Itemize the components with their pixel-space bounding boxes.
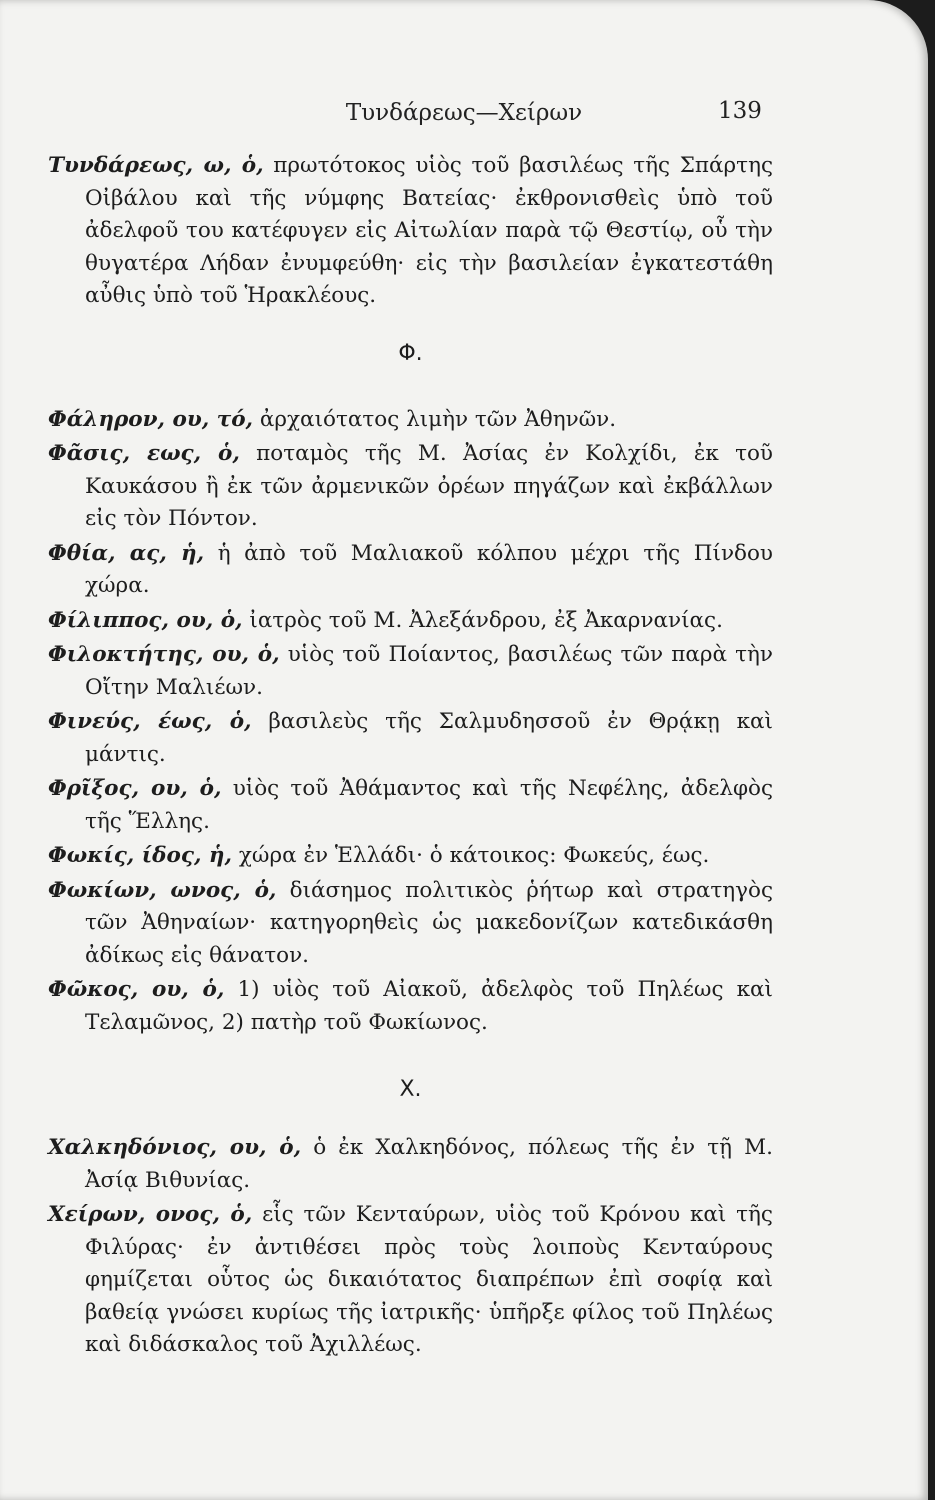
dictionary-body [48,150,773,1364]
entry-text: ὁ ἐκ Χαλκηδόνος, πόλεως τῆς ἐν τῇ Μ. Ἀσίᾳ Βιθυνίας. [85,1135,773,1193]
entry-headword: Φᾶσις, εως, ὁ, [48,441,240,466]
entry-headword: Φιλοκτήτης, ου, ὁ, [48,642,280,667]
dictionary-entry [48,538,773,603]
entry-text: ἀρχαιότατος λιμὴν τῶν Ἀθηνῶν. [259,406,617,432]
dictionary-entry [48,706,773,771]
entries-group-phi [48,404,773,1040]
entry-text: ποταμὸς τῆς Μ. Ἀσίας ἐν Κολχίδι, ἐκ τοῦ Καυκάσου ἢ ἐκ τῶν ἀρμενικῶν ὀρέων πηγάζων καὶ ἐκβάλλων εἰς τὸν Πόντον. [85,441,773,531]
entry-text: διάσημος πολιτικὸς ῥήτωρ καὶ στρατηγὸς τῶν Ἀθηναίων· κατηγορηθεὶς ὡς μακεδονίζων κατεδικάσθη ἀδίκως εἰς θάνατον. [85,877,773,968]
entry-text: χώρα ἐν Ἑλλάδι· ὁ κάτοικος: Φωκεύς, έως. [238,843,710,868]
entry-headword: Φθία, ας, ἡ, [48,540,205,566]
section-letter-chi: Χ. [399,1077,422,1102]
entry-text: ἰατρὸς τοῦ Μ. Ἀλεξάνδρου, ἐξ Ἀκαρνανίας. [249,607,723,633]
entries-group-chi [48,1132,773,1362]
entry-headword: Τυνδάρεως, ω, ὁ, [48,153,264,178]
dictionary-entry [48,438,773,536]
dictionary-entry [48,404,773,437]
dictionary-entry [48,639,773,704]
running-title: Τυνδάρεως—Χείρων [345,100,583,126]
entry-headword: Φάληρον, ου, τό, [48,406,254,432]
dictionary-entry [48,605,773,638]
entry-headword: Φίλιππος, ου, ὁ, [48,607,243,633]
entry-text: βασιλεὺς τῆς Σαλμυδησσοῦ ἐν Θρᾴκῃ καὶ μάντις. [85,709,773,767]
dictionary-entry [48,875,773,973]
entry-headword: Χαλκηδόνιος, ου, ὁ, [48,1135,302,1160]
entry-text: ἡ ἀπὸ τοῦ Μαλιακοῦ κόλπου μέχρι τῆς Πίνδου χώρα. [85,540,773,598]
dictionary-entry [48,974,773,1039]
entry-text: υἱὸς τοῦ Ποίαντος, βασιλέως τῶν παρὰ τὴν Οἴτην Μαλιέων. [85,642,773,700]
entry-headword: Χείρων, ονος, ὁ, [48,1202,253,1227]
entry-text: πρωτότοκος υἱὸς τοῦ βασιλέως τῆς Σπάρτης Οἰβάλου καὶ τῆς νύμφης Βατείας· ἐκθρονισθεὶς ὑπὸ τοῦ ἀδελφοῦ του κατέφυγεν εἰς Αἰτωλίαν παρὰ τῷ Θεστίῳ, οὗ τὴν θυγατέρα Λήδαν ἐνυμφεύθη· εἰς τὴν βασιλείαν ἐγκατεστάθη αὖθις ὑπὸ τοῦ Ἡρακλέους. [85,153,774,308]
dictionary-entry [48,1199,773,1362]
dictionary-entry [48,840,773,873]
entry-headword: Φωκίς, ίδος, ἡ, [48,843,233,868]
entry-headword: Φρῖξος, ου, ὁ, [48,776,222,801]
entry-headword: Φινεύς, έως, ὁ, [48,709,252,734]
dictionary-entry [48,773,773,838]
entry-headword: Φῶκος, ου, ὁ, [48,977,225,1002]
entry-text: εἷς τῶν Κενταύρων, υἱὸς τοῦ Κρόνου καὶ τῆς Φιλύρας· ἐν ἀντιθέσει πρὸς τοὺς λοιποὺς Κενταύρους φημίζεται οὗτος ὡς δικαιότατος διαπρέπων ἐπὶ σοφίᾳ καὶ βαθείᾳ γνώσει κυρίως τῆς ἰατρικῆς· ὑπῆρξε φίλος τοῦ Πηλέως καὶ διδάσκαλος τοῦ Ἀχιλλέως. [85,1202,773,1357]
page-number: 139 [718,98,762,124]
dictionary-entry [48,150,773,313]
entry-text: 1) υἱὸς τοῦ Αἰακοῦ, ἀδελφὸς τοῦ Πηλέως καὶ Τελαμῶνος, 2) πατὴρ τοῦ Φωκίωνος. [85,977,773,1035]
section-letter-phi: Φ. [398,340,423,366]
dictionary-entry [48,1132,773,1197]
entry-text: υἱὸς τοῦ Ἀθάμαντος καὶ τῆς Νεφέλης, ἀδελφὸς τῆς Ἕλλης. [85,776,773,834]
entries-group-t [48,150,773,313]
entry-headword: Φωκίων, ωνος, ὁ, [48,877,277,903]
